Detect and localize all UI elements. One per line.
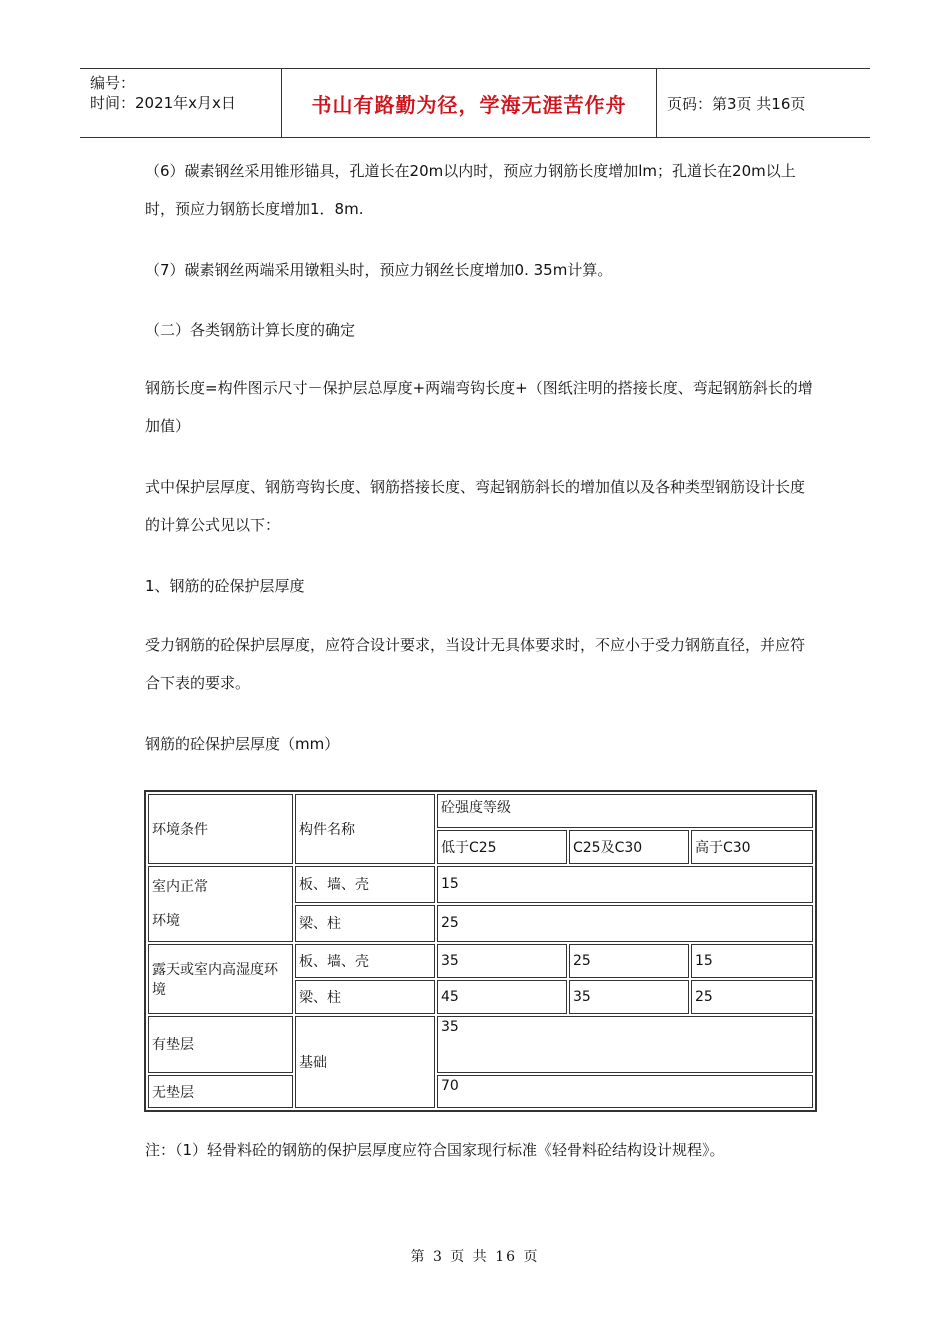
cell-env-humid: 露天或室内高湿度环境 xyxy=(148,944,293,1014)
header-low: 低于C25 xyxy=(437,830,567,864)
header-page-label: 页码：第3页 共16页 xyxy=(667,94,806,113)
header-meta xyxy=(80,69,282,137)
cell-value: 45 xyxy=(437,980,567,1014)
env-indoor-line1: 室内正常 xyxy=(152,878,208,895)
cell-value: 25 xyxy=(569,944,689,978)
table-note: 注：（1）轻骨料砼的钢筋的保护层厚度应符合国家现行标准《轻骨料砼结构设计规程》。 xyxy=(145,1141,725,1159)
cell-value: 15 xyxy=(437,866,813,903)
explain-paragraph: 式中保护层厚度、钢筋弯钩长度、钢筋搭接长度、弯起钢筋斜长的增加值以及各种类型钢筋设计长度的计算公式见以下： xyxy=(145,478,806,534)
cell-value: 70 xyxy=(437,1075,813,1108)
cell-value: 15 xyxy=(691,944,813,978)
paragraph-7: （7）碳素钢丝两端采用镦粗头时，预应力钢丝长度增加0. 35m计算。 xyxy=(145,261,613,279)
cell-member-foundation: 基础 xyxy=(295,1016,435,1108)
header-grade: 砼强度等级 xyxy=(437,794,813,828)
cover-thickness-table xyxy=(144,790,817,1112)
cell-value: 25 xyxy=(691,980,813,1014)
header-env: 环境条件 xyxy=(148,794,293,864)
cell-member-slab: 板、墙、壳 xyxy=(295,866,435,903)
cell-member-slab: 板、墙、壳 xyxy=(295,944,435,978)
page-header xyxy=(80,68,870,138)
cell-value: 35 xyxy=(569,980,689,1014)
cell-member-beam: 梁、柱 xyxy=(295,980,435,1014)
table-title: 钢筋的砼保护层厚度（mm） xyxy=(145,735,340,753)
cell-value: 35 xyxy=(437,1016,813,1074)
header-member: 构件名称 xyxy=(295,794,435,864)
cell-value: 25 xyxy=(437,905,813,942)
cell-env-nocushion: 无垫层 xyxy=(148,1075,293,1108)
cell-env-indoor xyxy=(148,866,293,942)
header-high: 高于C30 xyxy=(691,830,813,864)
cell-env-cushion: 有垫层 xyxy=(148,1016,293,1074)
cell-value: 35 xyxy=(437,944,567,978)
cell-member-beam: 梁、柱 xyxy=(295,905,435,942)
requirement-paragraph: 受力钢筋的砼保护层厚度，应符合设计要求，当设计无具体要求时，不应小于受力钢筋直径，并应符合下表的要求。 xyxy=(145,636,806,692)
page-footer: 第 3 页 共 16 页 xyxy=(410,1249,540,1265)
env-indoor-line2: 环境 xyxy=(152,912,180,929)
formula-paragraph: 钢筋长度=构件图示尺寸－保护层总厚度+两端弯钩长度+（图纸注明的搭接长度、弯起钢筋斜长的增加值） xyxy=(145,379,813,435)
paragraph-6: （6）碳素钢丝采用锥形锚具，孔道长在20m以内时，预应力钢筋长度增加lm；孔道长在20m以上时，预应力钢筋长度增加1．8m. xyxy=(145,162,796,218)
date-label: 时间：2021年x月x日 xyxy=(90,94,236,112)
header-mid: C25及C30 xyxy=(569,830,689,864)
item-heading: 1、钢筋的砼保护层厚度 xyxy=(145,577,305,595)
number-label: 编号： xyxy=(90,74,136,92)
section-heading: （二）各类钢筋计算长度的确定 xyxy=(145,321,356,339)
header-motto: 书山有路勤为径，学海无涯苦作舟 xyxy=(282,69,657,137)
